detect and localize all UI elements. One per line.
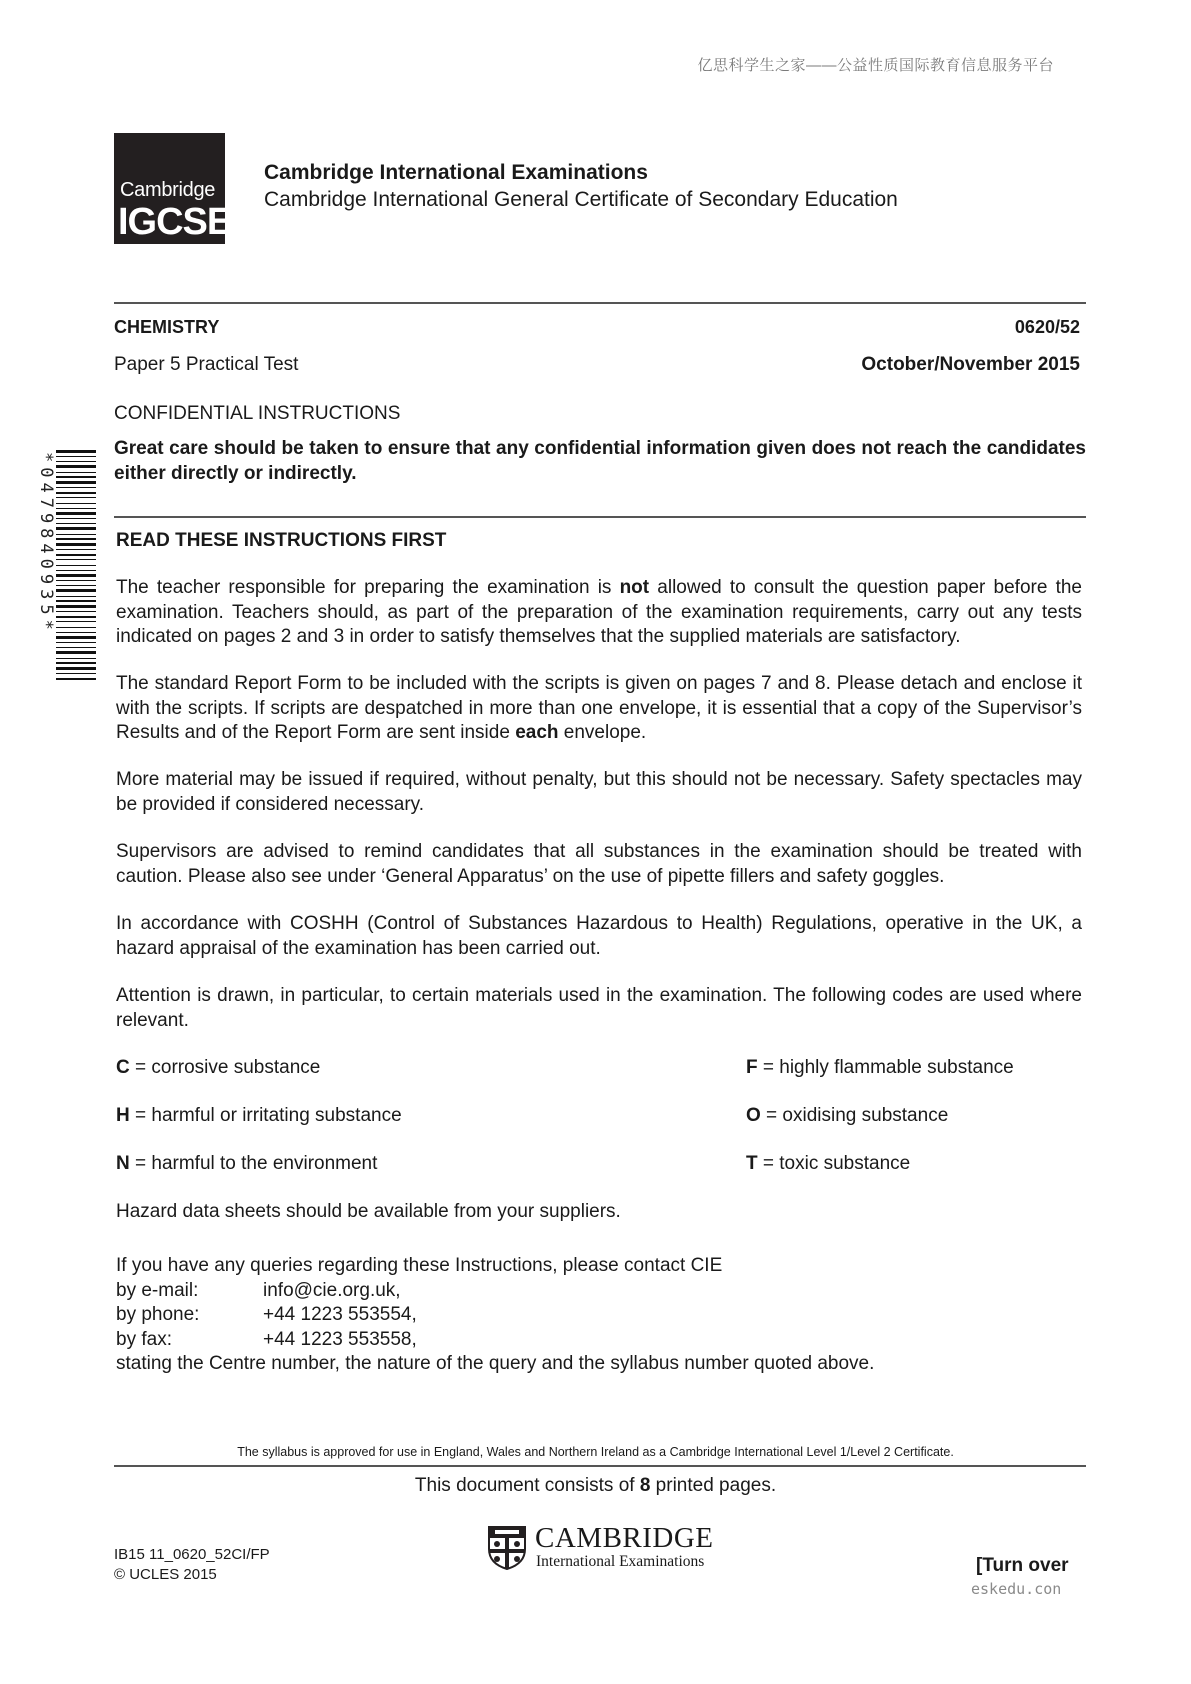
page-count: This document consists of 8 printed pages. [414, 1475, 777, 1496]
copyright: © UCLES 2015 [114, 1566, 217, 1583]
logo-cambridge-text: Cambridge [120, 179, 216, 201]
reference-code: IB15 11_0620_52CI/FP [114, 1546, 270, 1563]
document-reference [114, 1545, 270, 1585]
turn-over-label: [Turn over [976, 1555, 1069, 1576]
logo-igcse-text: IGCSE [118, 201, 232, 243]
instruction-paragraph-2: The standard Report Form to be included with the scripts is given on pages 7 and 8. Please detach and enclose it with the scripts. If scripts are despatched in more than one envelope, it is essential that a copy of the Supervisor’s Results and of the Report Form are sent inside each envelope. [116, 673, 1082, 743]
confidential-warning: Great care should be taken to ensure that any confidential information given does not reach the candidates either directly or indirectly. [114, 438, 1086, 484]
barcode-number: *0479840935* [36, 452, 56, 635]
watermark-text: 亿思科学生之家——公益性质国际教育信息服务平台 [697, 57, 1054, 74]
contact-intro: If you have any queries regarding these Instructions, please contact CIE [116, 1255, 723, 1276]
instruction-paragraph-6: Attention is drawn, in particular, to certain materials used in the examination. The following codes are used where relevant. [116, 985, 1082, 1031]
barcode [56, 450, 96, 680]
syllabus-note: The syllabus is approved for use in England, Wales and Northern Ireland as a Cambridge International Level 1/Level 2 Certificate. [237, 1445, 954, 1459]
instructions-heading: READ THESE INSTRUCTIONS FIRST [116, 530, 447, 551]
qualification-title: Cambridge International General Certificate of Secondary Education [264, 188, 898, 211]
middle-divider [114, 516, 1086, 518]
contact-closing: stating the Centre number, the nature of the query and the syllabus number quoted above. [116, 1353, 875, 1374]
cambridge-subtitle: International Examinations [536, 1553, 705, 1570]
instruction-paragraph-4: Supervisors are advised to remind candidates that all substances in the examination should be treated with caution. Please also see under ‘General Apparatus’ on the use of pipette fillers and safety goggles. [116, 841, 1082, 887]
phone-number: +44 1223 553554, [263, 1304, 417, 1325]
hazard-code-n: N = harmful to the environment [116, 1153, 378, 1174]
site-watermark: eskedu.con [971, 1580, 1062, 1598]
paper-code: 0620/52 [1014, 317, 1080, 337]
email-link[interactable]: info@cie.org.uk, [263, 1279, 401, 1301]
confidential-label: CONFIDENTIAL INSTRUCTIONS [114, 403, 401, 424]
top-divider [114, 302, 1086, 304]
instruction-paragraph-1: The teacher responsible for preparing the examination is not allowed to consult the question paper before the examination. Teachers should, as part of the preparation of the examination requirements, carry out any tests indicated on pages 2 and 3 in order to satisfy themselves that the supplied materials are satisfactory. [116, 577, 1082, 647]
igcse-logo [114, 133, 232, 244]
hazard-code-f: F = highly flammable substance [746, 1057, 1014, 1078]
exam-board: Cambridge International Examinations [264, 161, 648, 184]
phone-label: by phone: [116, 1304, 200, 1325]
exam-session: October/November 2015 [861, 354, 1080, 375]
footer-divider [114, 1465, 1086, 1467]
instruction-paragraph-3: More material may be issued if required, without penalty, but this should not be necessary. Safety spectacles may be provided if considered necessary. [116, 769, 1082, 815]
contact-block [116, 1254, 874, 1377]
subject-title: CHEMISTRY [114, 317, 220, 337]
hazard-code-h: H = harmful or irritating substance [116, 1105, 402, 1126]
email-label: by e-mail: [116, 1279, 199, 1301]
fax-label: by fax: [116, 1328, 172, 1350]
hazard-data-note: Hazard data sheets should be available from your suppliers. [116, 1201, 621, 1222]
fax-number: +44 1223 553558, [263, 1328, 417, 1350]
hazard-code-t: T = toxic substance [746, 1153, 911, 1174]
hazard-code-c: C = corrosive substance [116, 1057, 321, 1078]
paper-title: Paper 5 Practical Test [114, 354, 299, 375]
hazard-code-o: O = oxidising substance [746, 1105, 949, 1126]
instruction-paragraph-5: In accordance with COSHH (Control of Substances Hazardous to Health) Regulations, operative in the UK, a hazard appraisal of the examination has been carried out. [116, 913, 1082, 959]
cambridge-crest-icon [487, 1525, 527, 1570]
cambridge-wordmark: CAMBRIDGE [535, 1522, 714, 1554]
